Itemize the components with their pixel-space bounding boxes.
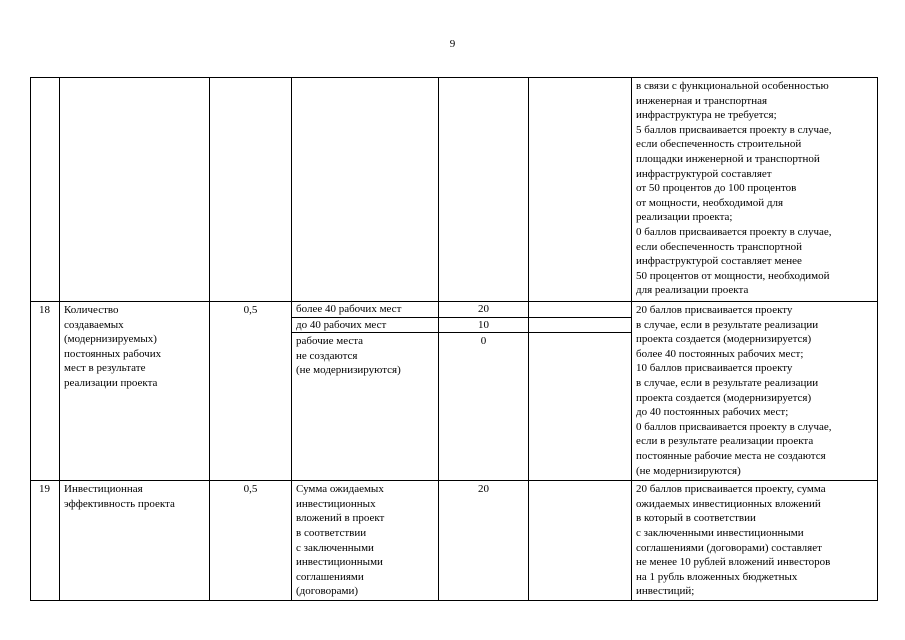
option-label: более 40 рабочих мест bbox=[292, 302, 439, 318]
option-score: 20 bbox=[439, 481, 529, 601]
table-row-18 bbox=[31, 302, 878, 318]
option-label: до 40 рабочих мест bbox=[292, 317, 439, 333]
page-number: 9 bbox=[449, 38, 456, 50]
cell-empty bbox=[529, 302, 632, 318]
cell-score bbox=[439, 78, 529, 302]
option-label: Сумма ожидаемых инвестиционных вложений в проект в соответствии с заключенными инвестиционными соглашениями (договорами) bbox=[292, 481, 439, 601]
cell-description: в связи с функциональной особенностью инженерная и транспортная инфраструктура не требуется; 5 баллов присваивается проекту в случае, если обеспеченность строительной площадки инженерной и транспортной инфраструктурой составляет от 50 процентов до 100 процентов от мощности, необходимой для реализации проекта; 0 баллов присваивается проекту в случае, если обеспеченность транспортной инфраструктурой составляет менее 50 процентов от мощности, необходимой для реализации проекта bbox=[632, 78, 878, 302]
row-number: 18 bbox=[31, 302, 60, 481]
option-score: 10 bbox=[439, 317, 529, 333]
criterion-weight: 0,5 bbox=[210, 302, 292, 481]
criterion-name: Количество создаваемых (модернизируемых) постоянных рабочих мест в результате реализации проекта bbox=[60, 302, 210, 481]
criterion-description: 20 баллов присваивается проекту в случае, если в результате реализации проекта создается (модернизируется) более 40 постоянных рабочих мест; 10 баллов присваивается проекту в случае, если в результате реализации проекта создается (модернизируется) до 40 постоянных рабочих мест; 0 баллов присваивается проекту в случае, если в результате реализации проекта постоянные рабочие места не создаются (не модернизируются) bbox=[632, 302, 878, 481]
row-number: 19 bbox=[31, 481, 60, 601]
option-score: 20 bbox=[439, 302, 529, 318]
cell-empty bbox=[529, 333, 632, 481]
option-label: рабочие места не создаются (не модернизируются) bbox=[292, 333, 439, 481]
table-row-19 bbox=[31, 481, 878, 601]
cell-weight bbox=[210, 78, 292, 302]
cell-number bbox=[31, 78, 60, 302]
criterion-description: 20 баллов присваивается проекту, сумма ожидаемых инвестиционных вложений в который в соответствии с заключенными инвестиционными соглашениями (договорами) составляет не менее 10 рублей вложений инвесторов на 1 рубль вложенных бюджетных инвестиций; bbox=[632, 481, 878, 601]
cell-empty bbox=[529, 317, 632, 333]
table-row-continuation bbox=[31, 78, 878, 302]
cell-criterion bbox=[60, 78, 210, 302]
criterion-name: Инвестиционная эффективность проекта bbox=[60, 481, 210, 601]
cell-empty bbox=[529, 481, 632, 601]
option-score: 0 bbox=[439, 333, 529, 481]
cell-option bbox=[292, 78, 439, 302]
cell-empty bbox=[529, 78, 632, 302]
criteria-table bbox=[30, 77, 878, 601]
criterion-weight: 0,5 bbox=[210, 481, 292, 601]
